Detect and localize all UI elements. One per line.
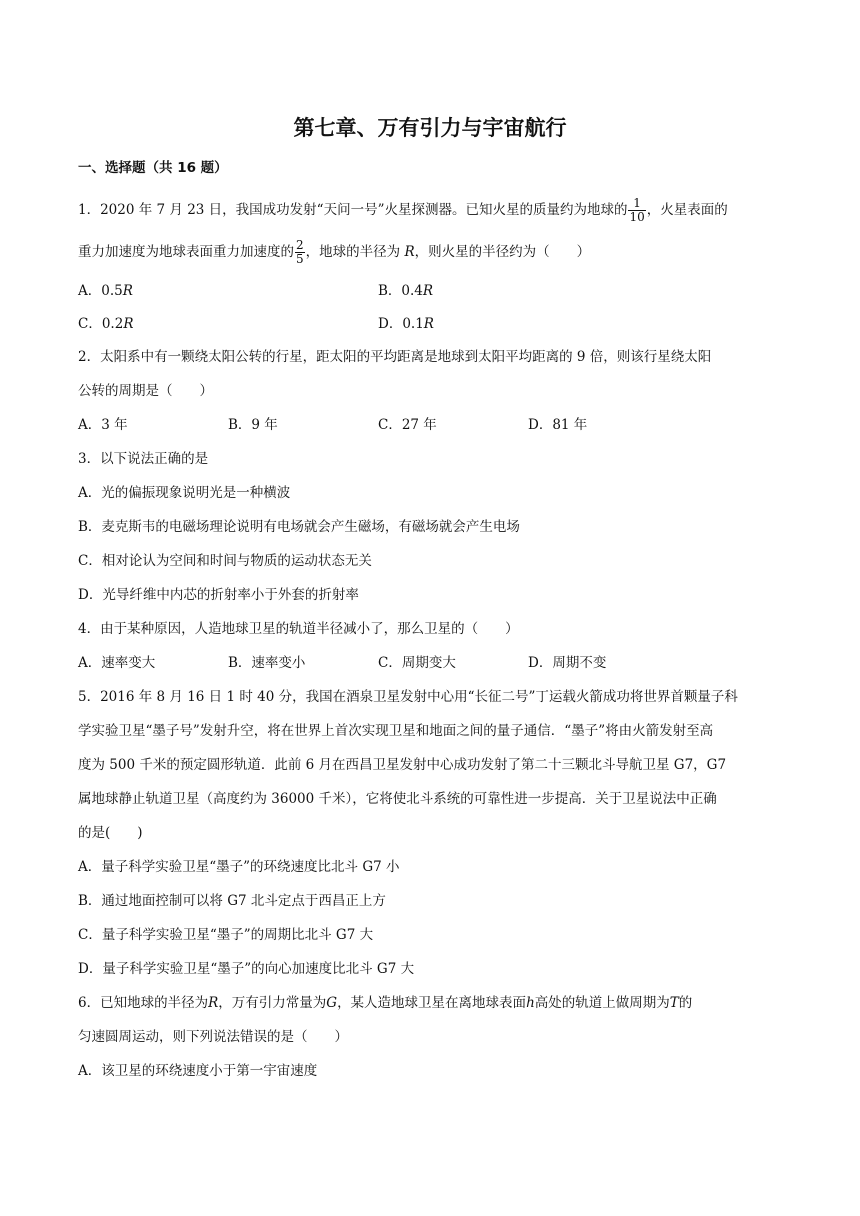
- option-text: C．0.2: [78, 316, 124, 332]
- var-R: R: [123, 316, 134, 332]
- q4-option-a[interactable]: A．速率变大: [78, 655, 156, 671]
- q4-option-d[interactable]: D．周期不变: [528, 655, 607, 671]
- q5-line-4: 属地球静止轨道卫星（高度约为 36000 千米），它将使北斗系统的可靠性进一步提高．关于卫星说法中正确: [78, 791, 717, 807]
- q3-option-d[interactable]: D．光导纤维中内芯的折射率小于外套的折射率: [78, 587, 359, 603]
- option-text: B．0.4: [378, 283, 423, 299]
- q1-text: ，则火星的半径约为（ ）: [414, 244, 591, 260]
- q1-text: 1．2020 年 7 月 23 日，我国成功发射“天问一号”火星探测器。已知火星的质量约为地球的: [78, 202, 628, 218]
- option-text: A．0.5: [78, 283, 123, 299]
- q3-option-b[interactable]: B．麦克斯韦的电磁场理论说明有电场就会产生磁场，有磁场就会产生电场: [78, 519, 520, 535]
- q5-line-1: 5．2016 年 8 月 16 日 1 时 40 分，我国在酒泉卫星发射中心用“长征二号”丁运载火箭成功将世界首颗量子科: [78, 689, 738, 705]
- q1-text: ，地球的半径为: [305, 244, 405, 260]
- q5-line-5: 的是( ): [78, 825, 143, 841]
- q1-option-d[interactable]: [378, 314, 434, 334]
- var-R: R: [122, 283, 133, 299]
- q6-text: ，万有引力常量为: [218, 995, 327, 1011]
- q4-option-b[interactable]: B．速率变小: [228, 655, 306, 671]
- q6-line-1: [78, 993, 788, 1013]
- var-R: R: [422, 283, 434, 299]
- fraction-2-5: [295, 239, 305, 266]
- q1-text: ，火星表面的: [646, 202, 728, 218]
- q5-option-d[interactable]: D．量子科学实验卫星“墨子”的向心加速度比北斗 G7 大: [78, 961, 415, 977]
- q6-text: ，某人造地球卫星在离地球表面: [337, 995, 527, 1011]
- fraction-numerator: 1: [628, 197, 645, 211]
- q2-option-c[interactable]: C．27 年: [378, 417, 437, 433]
- page-title: 第七章、万有引力与宇宙航行: [293, 116, 567, 140]
- q3-option-a[interactable]: A．光的偏振现象说明光是一种横波: [78, 485, 291, 501]
- q1-option-c[interactable]: [78, 314, 133, 334]
- var-R: R: [423, 316, 434, 332]
- fraction-denominator: 5: [296, 252, 304, 266]
- q1-line-2: [78, 239, 788, 266]
- option-text: D．0.1: [378, 316, 424, 332]
- q1-line-1: [78, 197, 788, 224]
- q2-line-2: 公转的周期是（ ）: [78, 383, 213, 399]
- q6-option-a[interactable]: A．该卫星的环绕速度小于第一宇宙速度: [78, 1063, 318, 1079]
- q4-line-1: 4．由于某种原因，人造地球卫星的轨道半径减小了，那么卫星的（ ）: [78, 621, 519, 637]
- var-T: T: [669, 995, 679, 1011]
- q6-text: 高处的轨道上做周期为: [534, 995, 670, 1011]
- q3-line-1: 3．以下说法正确的是: [78, 451, 209, 467]
- q4-option-c[interactable]: C．周期变大: [378, 655, 456, 671]
- var-R: R: [404, 244, 415, 260]
- q5-option-a[interactable]: A．量子科学实验卫星“墨子”的环绕速度比北斗 G7 小: [78, 859, 400, 875]
- var-h: h: [526, 995, 535, 1011]
- q6-line-2: 匀速圆周运动，则下列说法错误的是（ ）: [78, 1029, 348, 1045]
- var-R: R: [208, 995, 219, 1011]
- var-G: G: [326, 995, 338, 1011]
- q5-line-2: 学实验卫星“墨子号”发射升空，将在世界上首次实现卫星和地面之间的量子通信．“墨子”将由火箭发射至高: [78, 723, 714, 739]
- q2-option-a[interactable]: A．3 年: [78, 417, 128, 433]
- q2-line-1: 2．太阳系中有一颗绕太阳公转的行星，距太阳的平均距离是地球到太阳平均距离的 9 倍，则该行星绕太阳: [78, 349, 712, 365]
- q1-option-b[interactable]: [378, 281, 433, 301]
- q6-text: 的: [678, 995, 693, 1011]
- q1-text: 重力加速度为地球表面重力加速度的: [78, 244, 294, 260]
- section-heading: 一、选择题（共 16 题）: [78, 160, 228, 176]
- fraction-numerator: 2: [296, 238, 304, 252]
- q1-option-a[interactable]: [78, 281, 133, 301]
- q2-option-b[interactable]: B．9 年: [228, 417, 278, 433]
- q5-option-b[interactable]: B．通过地面控制可以将 G7 北斗定点于西昌正上方: [78, 893, 386, 909]
- fraction-1-10: [628, 197, 645, 224]
- q5-line-3: 度为 500 千米的预定圆形轨道．此前 6 月在西昌卫星发射中心成功发射了第二十三颗北斗导航卫星 G7，G7: [78, 757, 727, 773]
- q2-option-d[interactable]: D．81 年: [528, 417, 588, 433]
- fraction-denominator: 10: [629, 210, 645, 224]
- q5-option-c[interactable]: C．量子科学实验卫星“墨子”的周期比北斗 G7 大: [78, 927, 374, 943]
- q3-option-c[interactable]: C．相对论认为空间和时间与物质的运动状态无关: [78, 553, 372, 569]
- q6-text: 6．已知地球的半径为: [78, 995, 209, 1011]
